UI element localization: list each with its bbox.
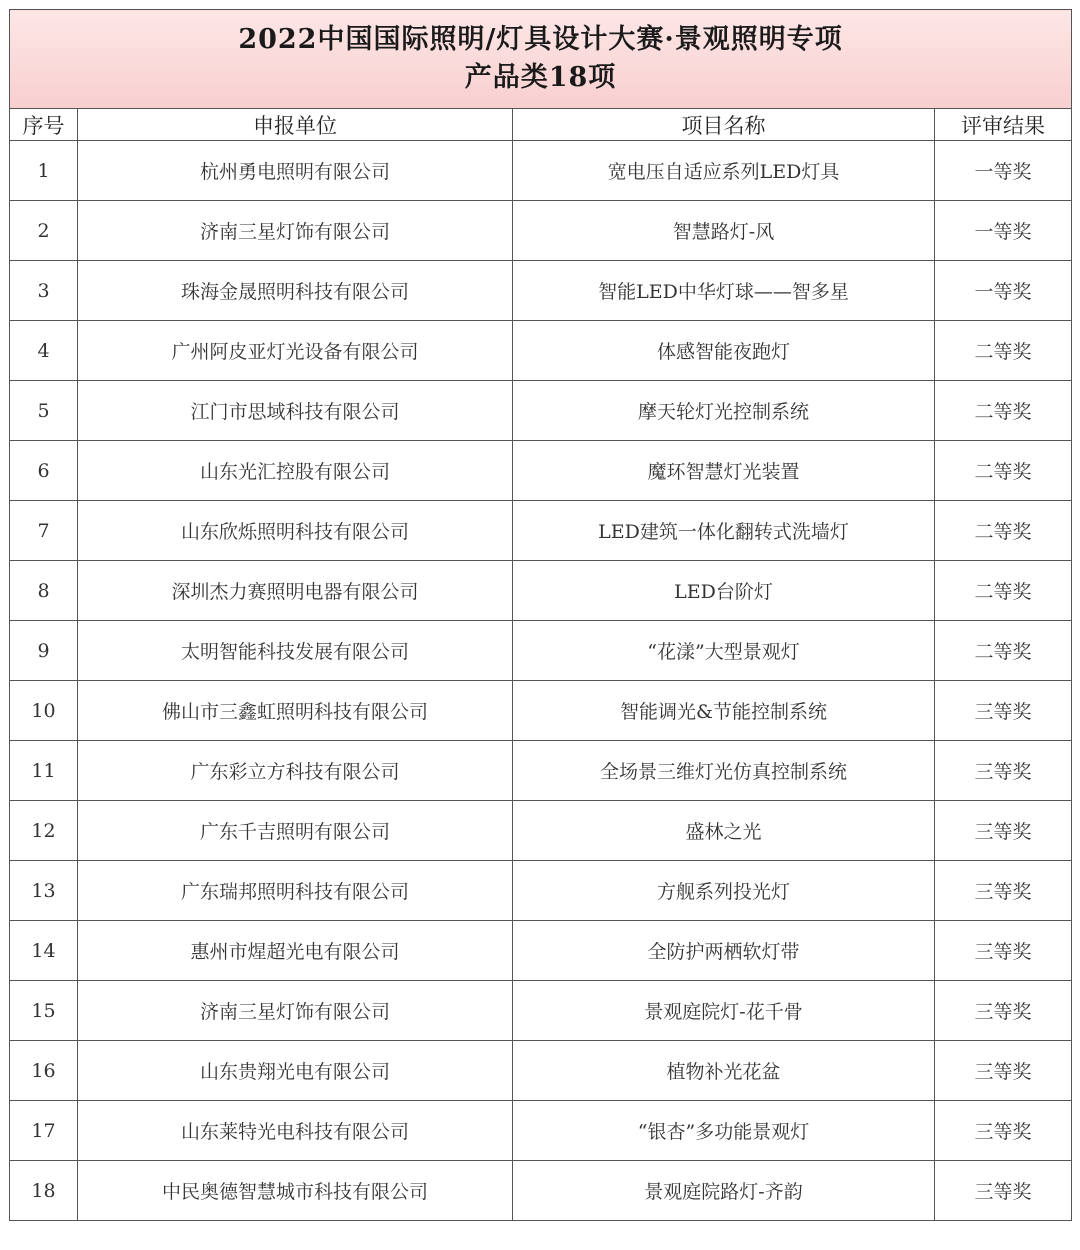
table-row <box>10 621 1072 681</box>
header-no: 序号 <box>10 109 78 141</box>
cell-unit: 广州阿皮亚灯光设备有限公司 <box>78 321 513 381</box>
cell-result: 三等奖 <box>935 801 1072 861</box>
cell-unit: 佛山市三鑫虹照明科技有限公司 <box>78 681 513 741</box>
cell-no: 11 <box>10 741 78 801</box>
cell-no: 18 <box>10 1161 78 1221</box>
cell-result: 二等奖 <box>935 321 1072 381</box>
table-row <box>10 921 1072 981</box>
cell-unit: 江门市思域科技有限公司 <box>78 381 513 441</box>
cell-unit: 济南三星灯饰有限公司 <box>78 201 513 261</box>
table-row <box>10 561 1072 621</box>
cell-unit: 珠海金晟照明科技有限公司 <box>78 261 513 321</box>
cell-project: “花漾”大型景观灯 <box>513 621 935 681</box>
cell-result: 三等奖 <box>935 861 1072 921</box>
cell-no: 2 <box>10 201 78 261</box>
table-row <box>10 501 1072 561</box>
table-body <box>10 141 1072 1221</box>
cell-project: 摩天轮灯光控制系统 <box>513 381 935 441</box>
cell-no: 16 <box>10 1041 78 1101</box>
cell-unit: 山东欣烁照明科技有限公司 <box>78 501 513 561</box>
cell-project: 景观庭院灯-花千骨 <box>513 981 935 1041</box>
table-title <box>10 10 1072 109</box>
table-row <box>10 381 1072 441</box>
cell-result: 二等奖 <box>935 561 1072 621</box>
cell-no: 12 <box>10 801 78 861</box>
table-row <box>10 1101 1072 1161</box>
cell-unit: 杭州勇电照明有限公司 <box>78 141 513 201</box>
cell-project: 景观庭院路灯-齐韵 <box>513 1161 935 1221</box>
cell-unit: 太明智能科技发展有限公司 <box>78 621 513 681</box>
table-row <box>10 201 1072 261</box>
cell-unit: 广东瑞邦照明科技有限公司 <box>78 861 513 921</box>
cell-result: 一等奖 <box>935 201 1072 261</box>
header-unit: 申报单位 <box>78 109 513 141</box>
cell-no: 6 <box>10 441 78 501</box>
cell-result: 二等奖 <box>935 621 1072 681</box>
cell-result: 三等奖 <box>935 1161 1072 1221</box>
cell-no: 9 <box>10 621 78 681</box>
cell-project: 智慧路灯-风 <box>513 201 935 261</box>
cell-no: 3 <box>10 261 78 321</box>
cell-no: 13 <box>10 861 78 921</box>
table-row <box>10 981 1072 1041</box>
cell-unit: 济南三星灯饰有限公司 <box>78 981 513 1041</box>
table-row <box>10 681 1072 741</box>
awards-table <box>9 9 1072 1221</box>
cell-project: 体感智能夜跑灯 <box>513 321 935 381</box>
cell-result: 二等奖 <box>935 441 1072 501</box>
cell-project: “银杏”多功能景观灯 <box>513 1101 935 1161</box>
cell-result: 一等奖 <box>935 141 1072 201</box>
cell-project: 宽电压自适应系列LED灯具 <box>513 141 935 201</box>
cell-project: 全场景三维灯光仿真控制系统 <box>513 741 935 801</box>
cell-project: 盛林之光 <box>513 801 935 861</box>
cell-unit: 山东光汇控股有限公司 <box>78 441 513 501</box>
cell-no: 8 <box>10 561 78 621</box>
cell-unit: 山东莱特光电科技有限公司 <box>78 1101 513 1161</box>
cell-no: 7 <box>10 501 78 561</box>
title-line-1: 2022中国国际照明/灯具设计大赛·景观照明专项 <box>238 24 843 55</box>
cell-result: 一等奖 <box>935 261 1072 321</box>
cell-no: 1 <box>10 141 78 201</box>
table-row <box>10 441 1072 501</box>
cell-no: 5 <box>10 381 78 441</box>
cell-project: 智能LED中华灯球——智多星 <box>513 261 935 321</box>
header-project: 项目名称 <box>513 109 935 141</box>
table-row <box>10 1041 1072 1101</box>
cell-unit: 惠州市煋超光电有限公司 <box>78 921 513 981</box>
cell-result: 三等奖 <box>935 1101 1072 1161</box>
cell-unit: 广东彩立方科技有限公司 <box>78 741 513 801</box>
table-row <box>10 861 1072 921</box>
header-row <box>10 109 1072 141</box>
header-result: 评审结果 <box>935 109 1072 141</box>
table-row <box>10 1161 1072 1221</box>
title-line-2: 产品类18项 <box>464 62 617 93</box>
cell-result: 三等奖 <box>935 681 1072 741</box>
cell-project: 魔环智慧灯光装置 <box>513 441 935 501</box>
cell-result: 三等奖 <box>935 981 1072 1041</box>
cell-no: 4 <box>10 321 78 381</box>
cell-no: 10 <box>10 681 78 741</box>
cell-unit: 山东贵翔光电有限公司 <box>78 1041 513 1101</box>
table-row <box>10 141 1072 201</box>
cell-project: 全防护两栖软灯带 <box>513 921 935 981</box>
cell-unit: 深圳杰力赛照明电器有限公司 <box>78 561 513 621</box>
cell-result: 二等奖 <box>935 381 1072 441</box>
cell-no: 15 <box>10 981 78 1041</box>
table-row <box>10 741 1072 801</box>
cell-project: LED建筑一体化翻转式洗墙灯 <box>513 501 935 561</box>
cell-project: 智能调光&节能控制系统 <box>513 681 935 741</box>
cell-project: 方舰系列投光灯 <box>513 861 935 921</box>
cell-result: 三等奖 <box>935 1041 1072 1101</box>
cell-result: 二等奖 <box>935 501 1072 561</box>
table-row <box>10 261 1072 321</box>
cell-result: 三等奖 <box>935 741 1072 801</box>
cell-project: 植物补光花盆 <box>513 1041 935 1101</box>
table-row <box>10 321 1072 381</box>
cell-unit: 中民奥德智慧城市科技有限公司 <box>78 1161 513 1221</box>
cell-result: 三等奖 <box>935 921 1072 981</box>
cell-no: 17 <box>10 1101 78 1161</box>
cell-unit: 广东千吉照明有限公司 <box>78 801 513 861</box>
cell-no: 14 <box>10 921 78 981</box>
table-row <box>10 801 1072 861</box>
cell-project: LED台阶灯 <box>513 561 935 621</box>
